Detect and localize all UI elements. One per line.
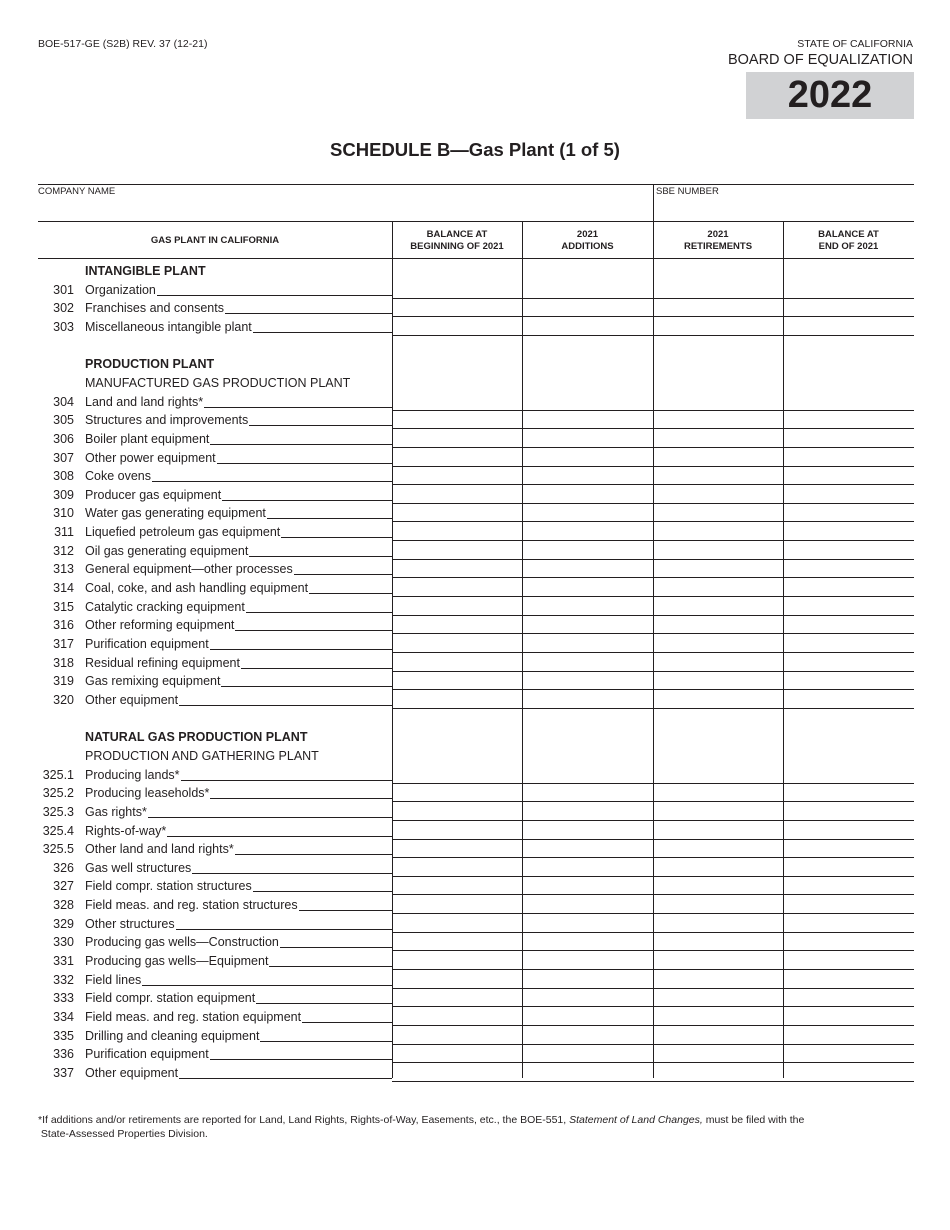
company-name-field[interactable]	[38, 198, 648, 218]
line-number: 330	[53, 935, 74, 950]
line-number: 304	[53, 394, 74, 409]
column-header-additions	[522, 229, 653, 253]
line-item-label: Producing lands*	[85, 767, 180, 782]
line-number: 327	[53, 879, 74, 894]
spacer-row	[0, 709, 950, 728]
line-item-label: Field meas. and reg. station structures	[85, 898, 298, 913]
line-number: 335	[53, 1028, 74, 1043]
spacer-row	[0, 336, 950, 355]
table-row	[0, 765, 950, 784]
line-number: 312	[53, 543, 74, 558]
line-item-label: Land and land rights*	[85, 394, 204, 409]
line-number: 333	[53, 991, 74, 1006]
table-row	[0, 634, 950, 653]
table-row	[0, 1007, 950, 1026]
table-row	[0, 392, 950, 411]
section-row	[0, 373, 950, 392]
table-row	[0, 671, 950, 690]
line-number: 319	[53, 674, 74, 689]
line-item-label: Other equipment	[85, 1065, 179, 1080]
table-row	[0, 448, 950, 467]
table-row	[0, 1044, 950, 1063]
state-label: STATE OF CALIFORNIA	[797, 38, 913, 50]
column-header-additions-line2: ADDITIONS	[561, 241, 614, 252]
line-number: 317	[53, 637, 74, 651]
section-row	[0, 727, 950, 746]
line-number: 331	[53, 954, 74, 969]
year-box: 2022	[746, 72, 914, 119]
table-row	[0, 298, 950, 317]
line-number: 320	[53, 692, 74, 707]
line-number: 310	[53, 506, 74, 521]
line-item-label: Producing gas wells—Construction	[85, 935, 279, 950]
field-top-rule	[38, 184, 914, 185]
table-row	[0, 1026, 950, 1045]
table-row	[0, 783, 950, 802]
table-row	[0, 280, 950, 299]
line-number: 305	[53, 413, 74, 428]
table-row	[0, 466, 950, 485]
table-row	[0, 559, 950, 578]
line-number: 303	[53, 319, 74, 334]
table-row	[0, 802, 950, 821]
line-item-label: Organization	[85, 282, 156, 297]
line-item-label: Field compr. station structures	[85, 879, 252, 894]
section-label: MANUFACTURED GAS PRODUCTION PLANT	[85, 375, 351, 390]
line-item-label: Water gas generating equipment	[85, 506, 266, 521]
footnote-text-end: must be filed with the	[702, 1114, 805, 1126]
line-item-label: Producing gas wells—Equipment	[85, 954, 269, 969]
line-number: 326	[53, 860, 74, 875]
sbe-number-field[interactable]	[656, 198, 911, 218]
section-label: INTANGIBLE PLANT	[85, 264, 206, 278]
table-row	[0, 914, 950, 933]
line-item-label: Other land and land rights*	[85, 842, 234, 857]
page-title: SCHEDULE B—Gas Plant (1 of 5)	[330, 139, 620, 160]
line-item-label: Other power equipment	[85, 450, 216, 465]
column-header-retirements	[653, 229, 783, 253]
line-item-label: Field compr. station equipment	[85, 991, 256, 1006]
line-number: 329	[53, 916, 74, 931]
line-number: 309	[53, 487, 74, 502]
line-item-label: Drilling and cleaning equipment	[85, 1028, 260, 1043]
table-row	[0, 541, 950, 560]
line-item-label: Field meas. and reg. station equipment	[85, 1010, 302, 1024]
form-id: BOE-517-GE (S2B) REV. 37 (12-21)	[38, 38, 208, 50]
line-item-label: Field lines	[85, 972, 142, 987]
table-row	[0, 970, 950, 989]
line-item-label: Gas rights*	[85, 804, 147, 819]
section-label: NATURAL GAS PRODUCTION PLANT	[85, 730, 308, 745]
line-number: 325.5	[42, 842, 74, 857]
table-row	[0, 821, 950, 840]
line-item-label: Producer gas equipment	[85, 487, 222, 502]
line-number: 334	[53, 1010, 74, 1024]
line-item-label: Coke ovens	[85, 469, 152, 484]
line-number: 328	[53, 898, 74, 913]
section-label: PRODUCTION AND GATHERING PLANT	[85, 748, 319, 763]
line-number: 336	[53, 1047, 74, 1062]
line-item-label: Purification equipment	[85, 1047, 209, 1062]
line-item-label: General equipment—other processes	[85, 562, 293, 577]
table-row	[0, 578, 950, 597]
line-number: 325.1	[42, 767, 74, 782]
line-item-label: Producing leaseholds*	[85, 786, 210, 801]
section-row	[0, 261, 950, 280]
entry-cells-rule	[392, 1081, 914, 1082]
table-row	[0, 653, 950, 672]
column-header-line-item: GAS PLANT IN CALIFORNIA	[150, 235, 280, 246]
line-number: 307	[53, 450, 74, 465]
table-row	[0, 503, 950, 522]
line-number: 302	[53, 301, 74, 316]
table-row	[0, 429, 950, 448]
table-row	[0, 1063, 950, 1082]
section-row	[0, 746, 950, 765]
line-number: 318	[53, 655, 74, 670]
table-row	[0, 839, 950, 858]
line-number: 314	[53, 581, 74, 596]
line-number: 315	[53, 599, 74, 614]
column-header-balance-end	[783, 229, 914, 253]
column-header-additions-line1: 2021	[576, 229, 599, 240]
line-item-label: Gas well structures	[85, 860, 192, 875]
column-header-retirements-line2: RETIREMENTS	[683, 241, 753, 252]
footnote	[38, 1113, 898, 1141]
section-label: PRODUCTION PLANT	[85, 357, 215, 372]
line-number: 325.2	[42, 786, 74, 801]
line-item-label: Catalytic cracking equipment	[85, 599, 245, 614]
line-number: 308	[53, 469, 74, 484]
footnote-text: *If additions and/or retirements are reported for Land, Land Rights, Rights-of-Way, Easements, etc., the BOE-551,	[38, 1114, 570, 1126]
line-item-label: Boiler plant equipment	[85, 431, 210, 446]
line-number: 306	[53, 431, 74, 446]
line-item-label: Liquefied petroleum gas equipment	[85, 525, 281, 540]
line-item-label: Purification equipment	[85, 637, 209, 651]
line-number: 313	[53, 562, 74, 577]
table-row	[0, 615, 950, 634]
column-header-retirements-line1: 2021	[707, 229, 729, 240]
footnote-form-title: Statement of Land Changes,	[569, 1114, 703, 1126]
table-row	[0, 410, 950, 429]
line-item-label: Other equipment	[85, 692, 179, 707]
line-item-label: Miscellaneous intangible plant	[85, 319, 252, 334]
line-number: 325.4	[42, 823, 74, 838]
table-row	[0, 876, 950, 895]
table-row	[0, 988, 950, 1007]
company-name-label: COMPANY NAME	[38, 186, 116, 197]
line-number: 311	[54, 525, 74, 540]
line-item-label: Oil gas generating equipment	[85, 543, 249, 558]
table-row	[0, 858, 950, 877]
sbe-number-label: SBE NUMBER	[656, 186, 719, 197]
table-row	[0, 932, 950, 951]
section-row	[0, 354, 950, 373]
line-number: 337	[53, 1065, 74, 1080]
table-row	[0, 895, 950, 914]
table-row	[0, 522, 950, 541]
line-number: 325.3	[42, 804, 74, 819]
line-item-label: Other structures	[85, 916, 175, 931]
column-header-balance-begin-line1: BALANCE AT	[426, 229, 488, 240]
footnote-division: State-Assessed Properties Division.	[38, 1128, 208, 1140]
line-item-label: Franchises and consents	[85, 301, 224, 316]
line-item-label: Rights-of-way*	[85, 823, 167, 838]
line-number: 316	[53, 618, 74, 633]
table-row	[0, 485, 950, 504]
field-divider	[653, 184, 654, 221]
board-label: BOARD OF EQUALIZATION	[727, 52, 913, 68]
table-row	[0, 690, 950, 709]
column-header-balance-begin-line2: BEGINNING OF 2021	[410, 241, 504, 252]
column-header-balance-begin	[392, 229, 522, 253]
line-number: 332	[53, 972, 74, 987]
line-item-label: Structures and improvements	[85, 413, 249, 428]
line-item-label: Gas remixing equipment	[85, 674, 221, 689]
table-row	[0, 597, 950, 616]
line-number: 301	[53, 282, 74, 297]
table-row	[0, 317, 950, 336]
line-item-label: Residual refining equipment	[85, 655, 240, 670]
line-item-label: Coal, coke, and ash handling equipment	[85, 581, 309, 596]
line-item-label: Other reforming equipment	[85, 618, 235, 633]
column-header-balance-end-line1: BALANCE AT	[818, 229, 879, 240]
table-row	[0, 951, 950, 970]
column-header-balance-end-line2: END OF 2021	[818, 241, 879, 252]
